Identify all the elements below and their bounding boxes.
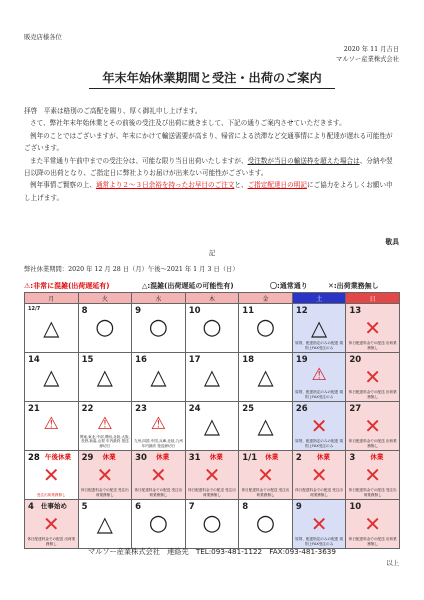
no-shipping-x-icon: ✕ <box>257 463 274 487</box>
calendar-day <box>78 353 132 402</box>
day-number: 31 <box>188 453 201 463</box>
footer-contact: マルソー産業株式会社 連絡先 TEL:093-481-1122 FAX:093-481-3639 <box>88 547 336 556</box>
legend-busy: △:混雑(出荷遅延の可能性有) <box>142 282 234 290</box>
closing-keigu: 敬具 <box>385 238 399 246</box>
recipient: 販売店様各位 <box>24 34 62 41</box>
calendar-day <box>346 500 400 549</box>
holiday-tag: 休業 <box>316 453 330 461</box>
p5-text-b: と、 <box>234 181 248 190</box>
body-text <box>24 105 399 204</box>
calendar-day <box>78 451 132 500</box>
no-shipping-x-icon: ✕ <box>364 414 382 438</box>
calendar-day <box>25 304 79 353</box>
day-number: 28 <box>28 453 40 463</box>
normal-circle-icon: ○ <box>202 511 222 536</box>
day-note: 原則、配達指定のみの配達 規則上FAX受注のみ <box>295 439 344 448</box>
warning-icon: ⚠ <box>97 414 113 434</box>
normal-circle-icon: ○ <box>255 511 276 536</box>
no-shipping-x-icon: ✕ <box>364 316 382 340</box>
busy-triangle-icon: △ <box>311 316 328 340</box>
day-number: 18 <box>242 355 255 365</box>
day-note: 休日配達料金での配送 受注出荷業務無し <box>134 488 183 497</box>
weekday-header-row <box>25 293 400 304</box>
day-number: 20 <box>349 355 362 365</box>
day-number: 9 <box>295 502 302 512</box>
holiday-tag: 休業 <box>265 453 279 461</box>
calendar-day <box>25 451 79 500</box>
day-number: 10 <box>188 306 201 316</box>
day-note: 原則、配達指定のみの配達 規則上FAX受注のみ <box>295 341 344 350</box>
half-day-tag: 午後休業 <box>45 453 71 461</box>
day-number: 9 <box>135 306 142 316</box>
day-number: 22 <box>81 404 94 414</box>
calendar-day <box>239 500 293 549</box>
calendar-day <box>185 353 239 402</box>
day-number: 27 <box>349 404 362 414</box>
calendar-day <box>346 353 400 402</box>
day-note: 原則、配達指定のみの配達 規則上FAX受注のみ <box>295 537 344 546</box>
calendar-day <box>239 451 293 500</box>
day-note: 受注出荷業務無し <box>36 492 66 497</box>
day-note: 休日配達料金での配送 出荷業務無し <box>348 341 397 350</box>
day-number: 13 <box>349 306 362 316</box>
day-number: 12 <box>295 306 308 316</box>
paragraph-2: さて、弊社年末年始休業とその前後の受注及び出荷に就きまして、下記の通りご案内させていただきます。 <box>30 119 346 128</box>
calendar-day <box>185 304 239 353</box>
day-note: 休日配達料金での配送 受注出荷業務無し <box>80 488 129 497</box>
day-number: 21 <box>28 404 40 414</box>
issue-date: 2020 年 11 月吉日 <box>343 46 399 53</box>
day-note: 休日配達料金での配送 出荷業務無し <box>348 390 397 399</box>
paragraph-3: 例年のことではございますが、年末にかけて輸送需要が高まり、帰省による渋滞など交通事情により配達が遅れる可能性がございます。 <box>24 131 393 153</box>
paragraph-5 <box>24 179 399 204</box>
day-number: 29 <box>81 453 94 463</box>
calendar-day <box>292 353 346 402</box>
company-name: マルソー産業株式会社 <box>336 56 399 63</box>
day-note: 休日配達料金での配送 受注出荷業務無し <box>348 488 397 497</box>
calendar-day <box>239 304 293 353</box>
day-number: 1/1 <box>242 453 258 463</box>
closing-ijou: 以上 <box>386 560 399 567</box>
p5-text-a: 例年事情ご賢察の上、 <box>30 181 96 190</box>
p4-text-a: また平常通り午前中までの受注分は、可能な限り当日出荷いたしますが、 <box>30 156 248 165</box>
paragraph-4 <box>24 155 399 180</box>
calendar-week-row <box>25 402 400 451</box>
legend-no-shipping: ✕:出荷業務無し <box>328 282 379 290</box>
normal-circle-icon: ○ <box>148 511 168 536</box>
busy-triangle-icon: △ <box>257 414 274 438</box>
calendar-day <box>292 304 346 353</box>
calendar-day <box>78 304 132 353</box>
calendar-day <box>239 402 293 451</box>
legend-very-busy: ⚠:非常に混雑(出荷遅延有) <box>24 282 110 290</box>
normal-circle-icon: ○ <box>202 315 222 340</box>
holiday-tag: 休業 <box>209 453 223 461</box>
calendar-day <box>25 402 79 451</box>
day-number: 16 <box>135 355 147 365</box>
busy-triangle-icon: △ <box>150 365 167 389</box>
day-note: 休日配達料金での配送 出荷業務無し <box>27 537 76 546</box>
calendar-day <box>78 402 132 451</box>
day-number: 23 <box>135 404 147 414</box>
calendar-day <box>292 451 346 500</box>
calendar-day <box>25 353 79 402</box>
legend-normal: 〇:通常通り <box>270 282 308 290</box>
p5-red-emphasis-2: ご指定配達日の明記 <box>247 181 307 190</box>
busy-triangle-icon: △ <box>203 414 221 438</box>
day-note: 九州,四国,中国,兵庫,北陸,九州 年内最終 発送締切日 <box>133 439 183 448</box>
busy-triangle-icon: △ <box>257 365 274 389</box>
holiday-tag: 休業 <box>370 453 384 461</box>
day-number: 7 <box>188 502 195 512</box>
ki-heading: 記 <box>208 250 216 257</box>
no-shipping-x-icon: ✕ <box>364 512 382 536</box>
day-number: 11 <box>242 306 255 316</box>
normal-circle-icon: ○ <box>148 315 168 340</box>
work-start-tag: 仕事始め <box>41 502 67 510</box>
day-number: 15 <box>81 355 94 365</box>
day-note: 休日配達料金での配送 受注出荷業務無し <box>188 488 236 497</box>
weekday-mon: 月 <box>25 293 79 304</box>
no-shipping-x-icon: ✕ <box>96 463 114 487</box>
day-note: 休日配達料金での配送 受注出荷業務無し <box>241 488 290 497</box>
normal-circle-icon: ○ <box>255 315 276 340</box>
warning-icon: ⚠ <box>150 414 167 434</box>
no-shipping-x-icon: ✕ <box>310 463 328 487</box>
calendar-week-row <box>25 451 400 500</box>
day-number: 14 <box>28 355 40 365</box>
day-note: 原則、配達指定のみの配達 規則上FAX受注のみ <box>295 390 344 399</box>
no-shipping-x-icon: ✕ <box>364 365 382 389</box>
legend <box>24 280 400 292</box>
weekday-wed: 水 <box>132 293 186 304</box>
normal-circle-icon: ○ <box>95 315 115 340</box>
day-number: 19 <box>295 355 308 365</box>
day-note: 休日配達料金での配送 出荷業務無し <box>348 439 397 448</box>
day-number: 30 <box>135 453 147 463</box>
calendar-day <box>132 402 186 451</box>
calendar-day <box>346 402 400 451</box>
holiday-tag: 休業 <box>102 453 116 461</box>
no-shipping-x-icon: ✕ <box>203 463 221 487</box>
holiday-tag: 休業 <box>156 453 170 461</box>
busy-triangle-icon: △ <box>96 512 113 536</box>
holiday-period: 弊社休業期間：2020 年 12 月 28 日（月）午後～2021 年 1 月 3 日（日） <box>24 266 239 273</box>
warning-icon: ⚠ <box>43 414 59 434</box>
busy-triangle-icon: △ <box>203 365 221 389</box>
day-number: 2 <box>295 453 302 463</box>
calendar-day <box>78 500 132 549</box>
day-number: 6 <box>135 502 142 512</box>
calendar-day <box>346 304 400 353</box>
calendar-day <box>132 500 186 549</box>
calendar-day <box>185 500 239 549</box>
calendar-day <box>239 353 293 402</box>
no-shipping-x-icon: ✕ <box>42 512 60 536</box>
weekday-thu: 木 <box>185 293 239 304</box>
calendar-day <box>132 353 186 402</box>
no-shipping-x-icon: ✕ <box>42 463 60 487</box>
busy-triangle-icon: △ <box>96 365 113 389</box>
calendar-day <box>185 402 239 451</box>
calendar-day <box>132 451 186 500</box>
calendar-day <box>132 304 186 353</box>
day-number: 17 <box>188 355 201 365</box>
no-shipping-x-icon: ✕ <box>310 512 328 536</box>
paragraph-1: 拝啓 平素は格別のご高配を賜り、厚く御礼申し上げます。 <box>24 107 202 115</box>
weekday-tue: 火 <box>78 293 132 304</box>
day-number: 8 <box>242 502 249 512</box>
calendar-day <box>346 451 400 500</box>
no-shipping-x-icon: ✕ <box>310 414 328 438</box>
calendar-week-row <box>25 353 400 402</box>
day-number: 25 <box>242 404 255 414</box>
calendar-day <box>185 451 239 500</box>
busy-triangle-icon: △ <box>43 365 60 389</box>
day-number: 5 <box>81 502 88 512</box>
no-shipping-x-icon: ✕ <box>364 463 382 487</box>
shipping-calendar <box>24 292 400 549</box>
day-number: 10 <box>349 502 362 512</box>
calendar-day <box>25 500 79 549</box>
document-title: 年末年始休業期間と受注・出荷のご案内 <box>102 71 322 85</box>
calendar-day <box>292 500 346 549</box>
day-number: 8 <box>81 306 88 316</box>
p4-underlined: 受注数が当日の輸送枠を超えた場合は <box>247 156 360 165</box>
calendar-day <box>292 402 346 451</box>
day-note: 休日配達料金での配送 出荷業務無し <box>348 537 397 546</box>
weekday-sun: 日 <box>346 293 400 304</box>
day-note: 関東,東北,中部,関西,北陸,大阪,長野,新潟,山梨 年内最終 発送締切日 <box>79 434 130 448</box>
weekday-sat: 土 <box>292 293 346 304</box>
p4-text-b: 、分納や翌日以降の出荷となり、ご指定日に弊社よりお届けが出来ない可能性がございます。 <box>24 156 393 178</box>
calendar-week-row <box>25 304 400 353</box>
calendar-week-row <box>25 500 400 549</box>
p5-red-emphasis-1: 通常より２～３日余裕を持ったお早目のご注文 <box>95 181 235 190</box>
day-note: 休日配達料金での配送 受注出荷業務無し <box>295 488 344 497</box>
no-shipping-x-icon: ✕ <box>150 463 167 487</box>
day-number: 4 <box>28 502 34 512</box>
p5-text-c: にご協力をよろしくお願い申し上げます。 <box>24 181 393 202</box>
warning-icon: ⚠ <box>311 365 327 385</box>
day-number: 26 <box>295 404 308 414</box>
busy-triangle-icon: △ <box>43 316 60 340</box>
day-number: 12/7 <box>28 306 41 312</box>
day-number: 24 <box>188 404 201 414</box>
weekday-fri: 金 <box>239 293 293 304</box>
title-underline <box>89 88 335 89</box>
day-number: 3 <box>349 453 356 463</box>
